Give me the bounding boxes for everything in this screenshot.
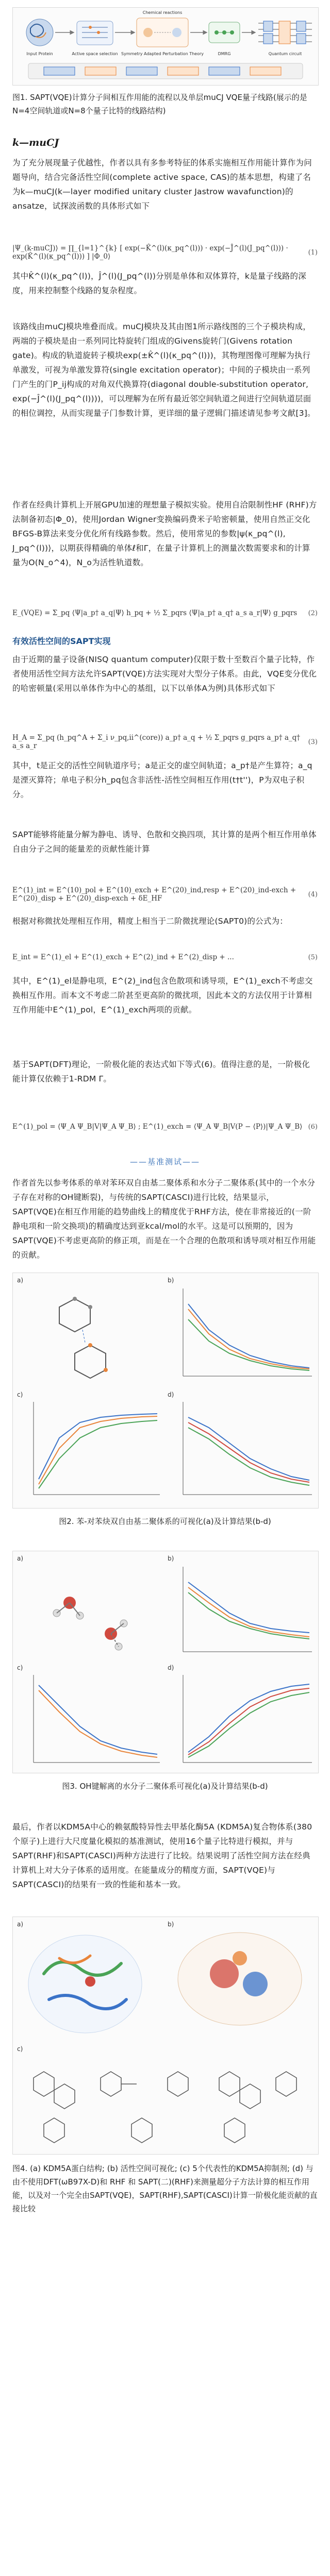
paragraph-11: 作者首先以参考体系的单对苯环双自由基二聚体系和水分子二聚体系(其中的一个水分子存在对称的OH键断裂)，与传统的SAPT(CASCI)进行比较，结果显示，SAPT(VQE)在相互作用能的趋势曲线上的精度优于RHF方法，使在非常接近的(一阶静电项和一阶交换项)的精确度达到亚kcal/mol的水平。这是可以预期的，因为SAPT(VQE)不考虑更高阶的修正项，而是在一个合理的色散项和诱导项对相互作用能的贡献。 — [12, 1178, 316, 1260]
diagram-label: Quantum circuit — [268, 52, 302, 56]
figure-3-panels — [13, 1551, 318, 1773]
panel-label: c) — [17, 1391, 23, 1398]
chart-panel-b — [183, 1289, 312, 1376]
equation-5 — [12, 948, 318, 967]
section-divider: ——基准测试—— — [129, 1157, 200, 1166]
paragraph-7: SAPT能够将能量分解为静电、诱导、色散和交换四项，其计算的是两个相互作用单体自由分子之间的能量差的贡献性能计算 — [12, 830, 317, 854]
equation-1-number: (1) — [308, 248, 318, 257]
panel-label: a) — [17, 1277, 24, 1284]
equation-1-text: |Ψ_(k-muCJ)⟩ = ∏_{l=1}^{k} [ exp(−K̂^(l)(κ_pq^(l))) · exp(−Ĵ^(l)(J_pq^(l))) · exp(K̂^(l)(κ_pq^(l))) ] |Φ_0⟩ — [12, 244, 288, 261]
equation-3 — [12, 732, 318, 752]
chart-panel-d — [183, 1402, 312, 1495]
paragraph-6: 其中，t是正交的活性空间轨道序号；a是正交的虚空间轨道；a_p†是产生算符；a_q是湮灭算符；单电子积分h_pq包含非活性-活性空间相互作用(t†t'')，P为双电子积分。 — [12, 761, 312, 799]
panel-label: a) — [17, 1921, 24, 1928]
paragraph-9: 其中，E^(1)_el是静电项，E^(2)_ind包含色散项和诱导项，E^(1)_exch不考虑交换相互作用。而本文不考虑二阶甚至更高阶的微扰项，因此本文的方法仅用于计算相互作用能中E^(1)_pol，E^(1)_exch两项的贡献。 — [12, 976, 313, 1014]
quantum-circuit-icon — [258, 21, 312, 44]
reaction-icon — [137, 18, 188, 47]
paragraph-1: 为了充分展现量子优越性，作者以具有多参考特征的体系实施相互作用能计算作为问题导向，结合完备活性空间(complete active space, CAS)的基本思想，构建了名为k—muCJ(k—layer modified unitary cluster Jastrow wavafunction)的ansatze，试探波函数的具体形式如下 — [12, 158, 312, 211]
dmrg-icon — [209, 22, 240, 43]
equation-2-text: E_(VQE) = Σ_pq ⟨Ψ|a_p† a_q|Ψ⟩ h_pq + ½ Σ_pqrs ⟨Ψ|a_p† a_q† a_s a_r|Ψ⟩ g_pqrs — [12, 609, 298, 617]
equation-2-number: (2) — [308, 609, 318, 617]
equation-6-text: E^(1)_pol = ⟨Ψ_A Ψ_B|V|Ψ_A Ψ_B⟩ ; E^(1)_exch = ⟨Ψ_A Ψ_B|V(P − ⟨P⟩)|Ψ_A Ψ_B⟩ — [12, 1123, 303, 1131]
equation-3-text: H_A = Σ_pq (h_pq^A + Σ_i ν_pq,ii^(core)) a_p† a_q + ½ Σ_pqrs g_pqrs a_p† a_q† a_s a_r — [12, 734, 301, 750]
paragraph-3: 该路线由muCJ模块堆叠而成。muCJ模块及其由图1所示路线图的三个子模块构成，两端的子模块是由一系列同比特旋转门组成的Givens旋转门(Givens rotation gate)。构成的轨道旋转子模块exp(±K̂^(l)(κ_pq^(l)))，其物理图像可理解为执行单激发，可视为单激发算符(single excitation operator)；中间的子模块由一系列门产生的门P_ij构成的对角双代换算符(diagonal double-substitution operator, exp(−Ĵ^(l)(J_pq^(l))))，可以理解为在所有最近邻空间轨道之间进行空间轨道层面的相位调控，从而实现量子门参数计算，更详细的量子逻辑门描述请见参考文献[3]。 — [12, 322, 316, 418]
paragraph-8: 根据对称微扰处理相互作用，精度上相当于二阶微扰理论(SAPT0)的公式为： — [12, 917, 288, 926]
chart-panel-c — [34, 1402, 160, 1495]
paragraph-5: 由于近期的量子设备(NISQ quantum computer)仅限于数十至数百个量子比特，作者使用活性空间方法允许SAPT(VQE)方法实现对大型分子体系。由此，VQE变分优化的哈密顿量(采用以单体作为中心的基组，以下以单体A为例)具体形式如下 — [12, 655, 317, 693]
diagram-label: DMRG — [218, 52, 231, 56]
section-heading-sapt: 有效活性空间的SAPT实现 — [12, 636, 111, 646]
figure-4 — [12, 1917, 319, 2155]
equation-1 — [12, 242, 318, 263]
panel-label: b) — [168, 1277, 174, 1284]
paragraph-10: 基于SAPT(DFT)理论，一阶极化能的表达式如下等式(6)。值得注意的是，一阶极化能计算仅依赖于1-RDM Γ。 — [12, 1060, 310, 1083]
chart-panel-c — [34, 1675, 160, 1762]
figure-2-panels — [13, 1273, 318, 1508]
figure-1-diagram — [13, 8, 318, 85]
figure-4-panels — [13, 1917, 318, 2154]
active-space-orbitals-icon — [178, 1933, 302, 2025]
paragraph-2: 其中K̂^(l)(κ_pq^(l))，Ĵ^(l)(J_pq^(l))分别是单体和双体算符，k是量子线路的深度，用来控制整个线路的复杂程度。 — [12, 272, 306, 295]
diagram-label: Chemical reactions — [142, 10, 183, 15]
equation-2 — [12, 603, 318, 623]
figure-1 — [12, 7, 319, 86]
diagram-label: Symmetry Adapted Perturbation Theory — [121, 52, 204, 56]
paragraph-4: 作者在经典计算机上开展GPU加速的理想量子模拟实验。使用自洽限制性HF (RHF)方法制备初态|Φ_0⟩，使用Jordan Wigner变换编码费米子哈密顿量，使用自然正交化BFGS-B算法来变分优化所有线路参数。然后，使用常见的参数|ψ(κ_pq^(l), J_pq^(l))⟩，以期获得精确的单体ℓ和Γ，在量子计算机上的测量次数需要求和的计算量为O(N_o^4)，N_o为活性轨道数。 — [12, 500, 317, 567]
equation-3-number: (3) — [308, 738, 318, 746]
equation-6 — [12, 1109, 318, 1145]
diagram-label: Input Protein — [26, 52, 53, 56]
molecule-benzene-icon — [59, 1297, 108, 1378]
diagram-label: Active space selection — [72, 52, 118, 56]
equation-4 — [12, 882, 318, 907]
equation-4-number: (4) — [308, 890, 318, 899]
molecule-water-dimer-icon — [53, 1597, 127, 1650]
inhibitor-structures-icon — [34, 2072, 296, 2143]
active-space-icon — [77, 21, 113, 45]
equation-6-number: (6) — [308, 1123, 318, 1131]
panel-label: d) — [168, 1664, 174, 1671]
figure-2-caption: 图2. 苯-对苯炔双自由基二聚体系的可视化(a)及计算结果(b-d) — [59, 1517, 271, 1526]
panel-label: d) — [168, 1391, 174, 1398]
figure-4-caption: 图4. (a) KDM5A蛋白结构; (b) 活性空间可视化; (c) 5个代表性的KDM5A抑制剂; (d) 与由不使用DFT(ωB97X-D)和 RHF 和 SAPT(二)(RHF)来测量超分子方法计算的相互作用能，以及对一个完全由SAPT(VQE)，SAPT(RHF),SAPT(CASCI)计算一阶极化能贡献的直接比较 — [12, 2164, 318, 2213]
panel-label: a) — [17, 1555, 24, 1562]
equation-5-number: (5) — [308, 953, 318, 961]
equation-4-text: E^(1)_int = E^(10)_pol + E^(10)_exch + E^(20)_ind,resp + E^(20)_ind-exch + E^(20)_disp + E^(20)_disp-exch + δE_HF — [12, 886, 296, 903]
section-heading-kmucj: k—muCJ — [12, 137, 59, 148]
figure-3 — [12, 1551, 319, 1773]
panel-label: b) — [168, 1555, 174, 1562]
panel-label: c) — [17, 2045, 23, 2053]
figure-2 — [12, 1273, 319, 1509]
panel-label: c) — [17, 1664, 23, 1671]
chart-panel-d — [183, 1675, 312, 1762]
figure-1-caption: 图1. SAPT(VQE)计算分子间相互作用能的流程以及单层muCJ VQE量子线路(展示的是N=4空间轨道或N=8个量子比特的线路结构) — [12, 93, 307, 115]
equation-5-text: E_int = E^(1)_el + E^(1)_exch + E^(2)_ind + E^(2)_disp + ... — [12, 953, 234, 961]
protein-icon — [26, 19, 53, 46]
panel-label: b) — [168, 1921, 174, 1928]
chart-panel-b — [183, 1567, 312, 1652]
paragraph-12: 最后，作者以KDM5A中心的赖氨酸特异性去甲基化酶5A (KDM5A)复合物体系(380个原子)上进行大尺度量化模拟的基准测试，使用16个量子比特进行模拟，并与SAPT(RHF)和SAPT(CASCI)两种方法进行了比较。结果说明了活性空间方法在经典计算机上对大分子体系的适用度。在能量成分的精度方面，SAPT(VQE)与SAPT(CASCI)的结果有一致的性能和基本一致。 — [12, 1822, 312, 1889]
protein-structure-icon — [28, 1935, 142, 2033]
figure-3-caption: 图3. OH键解离的水分子二聚体系可视化(a)及计算结果(b-d) — [62, 1782, 268, 1791]
